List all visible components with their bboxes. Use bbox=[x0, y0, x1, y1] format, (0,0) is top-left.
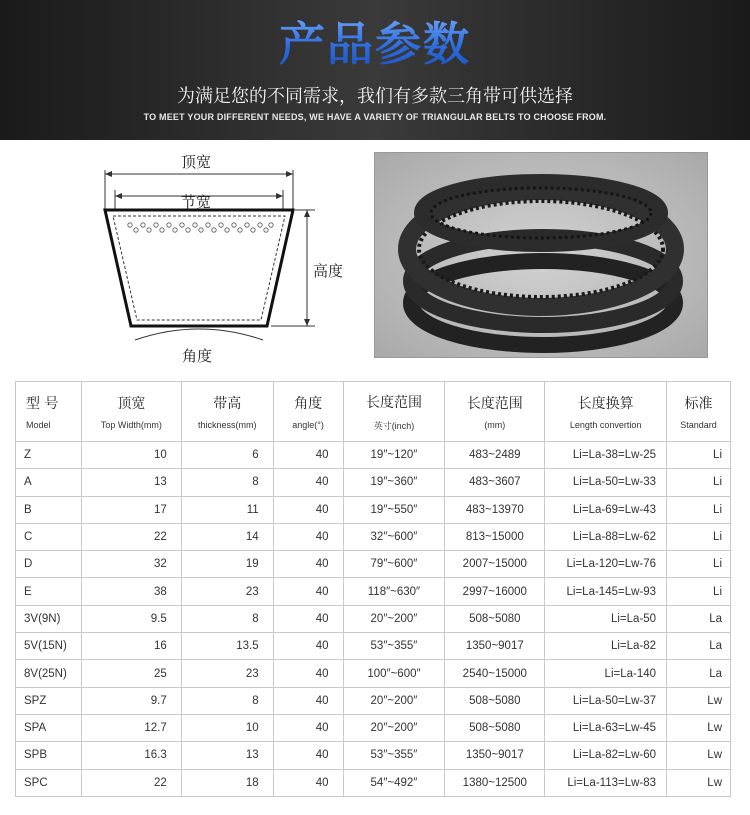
cell-length-conversion: Li=La-140 bbox=[545, 660, 667, 687]
table-row bbox=[16, 578, 731, 605]
cell-thickness: 10 bbox=[181, 714, 273, 741]
cell-angle: 40 bbox=[273, 742, 343, 769]
cell-thickness: 8 bbox=[181, 469, 273, 496]
page-title: 产品参数 bbox=[0, 8, 750, 74]
header-en: (mm) bbox=[484, 420, 506, 430]
table-row bbox=[16, 769, 731, 796]
cell-standard: La bbox=[667, 605, 731, 632]
cell-model: B bbox=[16, 496, 82, 523]
cell-thickness: 13.5 bbox=[181, 633, 273, 660]
cell-thickness: 11 bbox=[181, 496, 273, 523]
cell-model: C bbox=[16, 523, 82, 550]
cell-model: SPA bbox=[16, 714, 82, 741]
cell-length-mm: 1350~9017 bbox=[445, 742, 545, 769]
pitch-width-label: 节宽 bbox=[181, 193, 212, 211]
cell-angle: 40 bbox=[273, 687, 343, 714]
cell-length-conversion: Li=La-63=Lw-45 bbox=[545, 714, 667, 741]
cell-length-mm: 1350~9017 bbox=[445, 633, 545, 660]
cell-top-width: 17 bbox=[81, 496, 181, 523]
table-row bbox=[16, 660, 731, 687]
cell-top-width: 32 bbox=[81, 551, 181, 578]
cell-thickness: 8 bbox=[181, 687, 273, 714]
page-subtitle-english: TO MEET YOUR DIFFERENT NEEDS, WE HAVE A VARIETY OF TRIANGULAR BELTS TO CHOOSE FROM. bbox=[143, 112, 607, 122]
cell-length-inch: 20″~200″ bbox=[343, 714, 445, 741]
cell-model: D bbox=[16, 551, 82, 578]
v-belt-image bbox=[375, 153, 707, 357]
cell-top-width: 25 bbox=[81, 660, 181, 687]
cell-angle: 40 bbox=[273, 469, 343, 496]
column-header-length-mm bbox=[445, 382, 545, 442]
cell-angle: 40 bbox=[273, 578, 343, 605]
cell-length-mm: 508~5080 bbox=[445, 687, 545, 714]
height-label: 高度 bbox=[313, 262, 344, 280]
cell-top-width: 16.3 bbox=[81, 742, 181, 769]
cell-length-conversion: Li=La-82=Lw-60 bbox=[545, 742, 667, 769]
column-header-top-width bbox=[81, 382, 181, 442]
cell-thickness: 13 bbox=[181, 742, 273, 769]
product-photo bbox=[374, 152, 708, 358]
cell-angle: 40 bbox=[273, 769, 343, 796]
cell-standard: Lw bbox=[667, 742, 731, 769]
cell-length-inch: 100″~600″ bbox=[343, 660, 445, 687]
column-header-length-inch bbox=[343, 382, 445, 442]
cell-thickness: 6 bbox=[181, 442, 273, 469]
cell-top-width: 16 bbox=[81, 633, 181, 660]
cell-length-mm: 483~2489 bbox=[445, 442, 545, 469]
table-row bbox=[16, 633, 731, 660]
cell-length-conversion: Li=La-38=Lw-25 bbox=[545, 442, 667, 469]
cell-angle: 40 bbox=[273, 523, 343, 550]
spec-table bbox=[15, 381, 731, 797]
cell-angle: 40 bbox=[273, 551, 343, 578]
cell-standard: Lw bbox=[667, 714, 731, 741]
cell-length-conversion: Li=La-69=Lw-43 bbox=[545, 496, 667, 523]
cell-length-inch: 53″~355″ bbox=[343, 742, 445, 769]
table-row bbox=[16, 714, 731, 741]
cell-length-mm: 483~3607 bbox=[445, 469, 545, 496]
cell-model: 5V(15N) bbox=[16, 633, 82, 660]
table-row bbox=[16, 523, 731, 550]
header-en: thickness(mm) bbox=[197, 420, 257, 430]
belt-cross-section-diagram bbox=[95, 148, 365, 370]
header-en: 英寸(inch) bbox=[373, 420, 415, 431]
cell-angle: 40 bbox=[273, 633, 343, 660]
header-en: Top Width(mm) bbox=[100, 420, 162, 430]
header-cn: 标准 bbox=[684, 396, 713, 412]
cell-thickness: 23 bbox=[181, 660, 273, 687]
cell-length-inch: 32″~600″ bbox=[343, 523, 445, 550]
table-row bbox=[16, 496, 731, 523]
header-cn: 长度范围 bbox=[466, 396, 523, 412]
cell-length-mm: 813~15000 bbox=[445, 523, 545, 550]
table-header-row bbox=[16, 382, 731, 442]
cell-angle: 40 bbox=[273, 496, 343, 523]
header-cn: 角度 bbox=[294, 396, 323, 412]
cell-length-conversion: Li=La-88=Lw-62 bbox=[545, 523, 667, 550]
cell-model: 3V(9N) bbox=[16, 605, 82, 632]
cell-length-inch: 19″~550″ bbox=[343, 496, 445, 523]
cell-length-conversion: Li=La-120=Lw-76 bbox=[545, 551, 667, 578]
header-cn: 带高 bbox=[213, 396, 242, 412]
cell-length-mm: 508~5080 bbox=[445, 714, 545, 741]
cell-standard: Lw bbox=[667, 769, 731, 796]
cell-length-conversion: Li=La-50=Lw-33 bbox=[545, 469, 667, 496]
header-en: Standard bbox=[680, 420, 717, 430]
cell-top-width: 22 bbox=[81, 523, 181, 550]
table-row bbox=[16, 742, 731, 769]
cell-standard: Li bbox=[667, 551, 731, 578]
cell-length-inch: 118″~630″ bbox=[343, 578, 445, 605]
cell-model: A bbox=[16, 469, 82, 496]
cell-length-conversion: Li=La-50 bbox=[545, 605, 667, 632]
cell-standard: Li bbox=[667, 469, 731, 496]
top-width-label: 顶宽 bbox=[181, 153, 212, 171]
cell-top-width: 13 bbox=[81, 469, 181, 496]
header-cn: 型 号 bbox=[26, 396, 59, 412]
header-en: Model bbox=[26, 420, 51, 430]
cell-model: Z bbox=[16, 442, 82, 469]
cell-length-inch: 19″~120″ bbox=[343, 442, 445, 469]
cell-model: 8V(25N) bbox=[16, 660, 82, 687]
cell-length-mm: 2007~15000 bbox=[445, 551, 545, 578]
column-header-standard bbox=[667, 382, 731, 442]
column-header-length-conversion bbox=[545, 382, 667, 442]
cell-length-mm: 2997~16000 bbox=[445, 578, 545, 605]
header-en: Length convertion bbox=[569, 420, 642, 430]
cell-thickness: 23 bbox=[181, 578, 273, 605]
cell-angle: 40 bbox=[273, 605, 343, 632]
cell-standard: Li bbox=[667, 496, 731, 523]
cell-length-inch: 53″~355″ bbox=[343, 633, 445, 660]
cell-standard: Li bbox=[667, 442, 731, 469]
spec-table-body bbox=[16, 442, 731, 797]
cell-length-mm: 1380~12500 bbox=[445, 769, 545, 796]
cell-length-mm: 483~13970 bbox=[445, 496, 545, 523]
cell-length-inch: 79″~600″ bbox=[343, 551, 445, 578]
cell-angle: 40 bbox=[273, 442, 343, 469]
cell-length-inch: 19″~360″ bbox=[343, 469, 445, 496]
cell-standard: La bbox=[667, 633, 731, 660]
column-header-angle bbox=[273, 382, 343, 442]
cell-top-width: 10 bbox=[81, 442, 181, 469]
cell-thickness: 8 bbox=[181, 605, 273, 632]
cell-top-width: 9.7 bbox=[81, 687, 181, 714]
cell-length-mm: 2540~15000 bbox=[445, 660, 545, 687]
cell-length-conversion: Li=La-82 bbox=[545, 633, 667, 660]
cell-length-conversion: Li=La-50=Lw-37 bbox=[545, 687, 667, 714]
cell-thickness: 14 bbox=[181, 523, 273, 550]
cell-length-conversion: Li=La-145=Lw-93 bbox=[545, 578, 667, 605]
cell-thickness: 18 bbox=[181, 769, 273, 796]
header-en: angle(°) bbox=[292, 420, 324, 430]
cell-model: SPC bbox=[16, 769, 82, 796]
cell-length-conversion: Li=La-113=Lw-83 bbox=[545, 769, 667, 796]
cell-length-mm: 508~5080 bbox=[445, 605, 545, 632]
cell-top-width: 12.7 bbox=[81, 714, 181, 741]
cell-top-width: 9.5 bbox=[81, 605, 181, 632]
angle-label: 角度 bbox=[182, 347, 213, 365]
header-cn: 长度换算 bbox=[577, 396, 634, 412]
cell-model: E bbox=[16, 578, 82, 605]
column-header-thickness bbox=[181, 382, 273, 442]
table-row bbox=[16, 469, 731, 496]
table-row bbox=[16, 442, 731, 469]
cell-length-inch: 20″~200″ bbox=[343, 605, 445, 632]
cell-standard: La bbox=[667, 660, 731, 687]
table-row bbox=[16, 687, 731, 714]
cell-standard: Li bbox=[667, 578, 731, 605]
cell-model: SPB bbox=[16, 742, 82, 769]
cell-top-width: 38 bbox=[81, 578, 181, 605]
cell-standard: Li bbox=[667, 523, 731, 550]
table-row bbox=[16, 551, 731, 578]
cell-angle: 40 bbox=[273, 660, 343, 687]
header-cn: 顶宽 bbox=[117, 396, 146, 412]
page-subtitle: 为满足您的不同需求，我们有多款三角带可供选择 bbox=[177, 86, 573, 107]
table-row bbox=[16, 605, 731, 632]
header-banner bbox=[0, 0, 750, 140]
header-cn: 长度范围 bbox=[365, 394, 422, 411]
cell-angle: 40 bbox=[273, 714, 343, 741]
cell-length-inch: 54″~492″ bbox=[343, 769, 445, 796]
cell-model: SPZ bbox=[16, 687, 82, 714]
cross-section-drawing bbox=[95, 148, 365, 370]
cell-standard: Lw bbox=[667, 687, 731, 714]
cell-thickness: 19 bbox=[181, 551, 273, 578]
column-header-model bbox=[16, 382, 82, 442]
cell-length-inch: 20″~200″ bbox=[343, 687, 445, 714]
cell-top-width: 22 bbox=[81, 769, 181, 796]
